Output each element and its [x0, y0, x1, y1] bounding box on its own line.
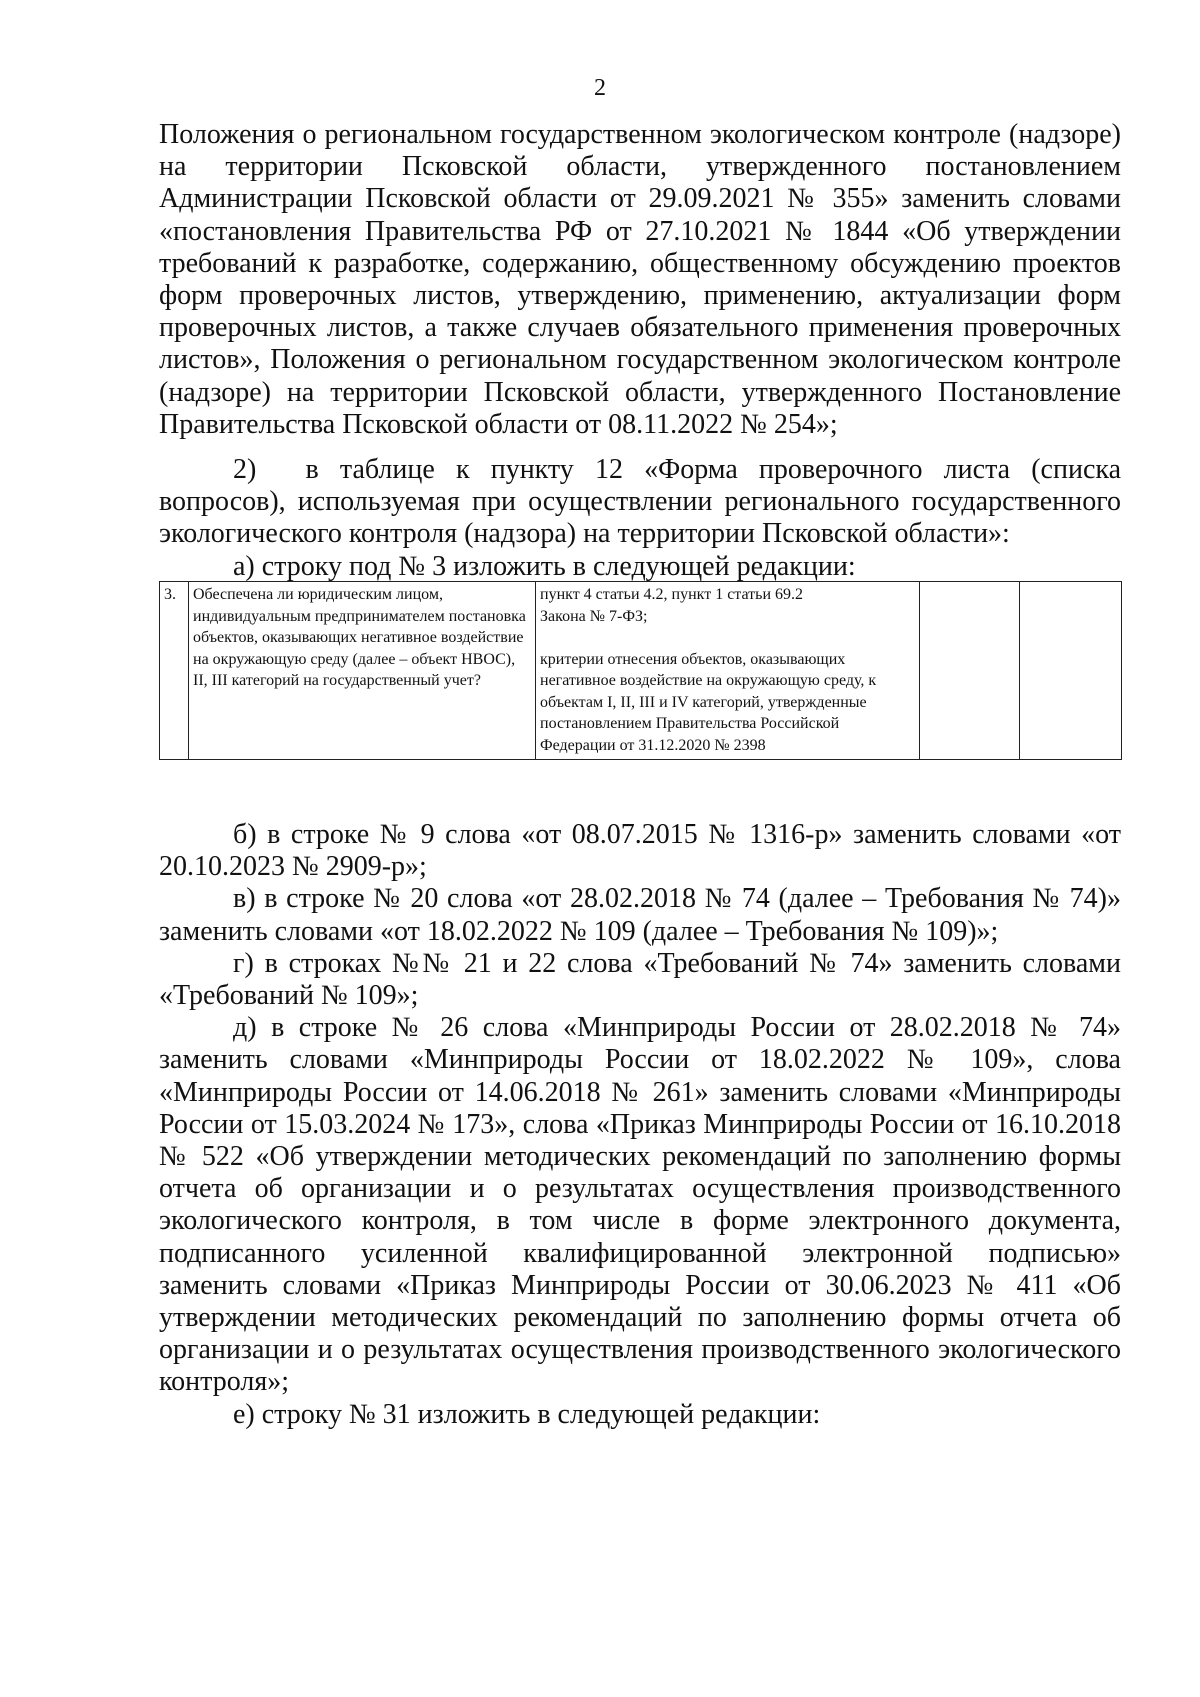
question-text: Обеспечена ли юридическим лицом, индивидуальным предпринимателем постановка объектов, оказывающих негативное воздействие на окружающую среду (далее – объект НВОС), II, III категорий на государственный учет? [193, 586, 526, 689]
bottom-text-block [159, 819, 1121, 1431]
paragraph-item-d: д) в строке № 26 слова «Минприроды России от 28.02.2018 № 74» заменить словами «Минприроды России от 18.02.2022 № 109», слова «Минприроды России от 14.06.2018 № 261» заменить словами «Минприроды России от 15.03.2024 № 173», слова «Приказ Минприроды России от 16.10.2018 № 522 «Об утверждении методических рекомендаций по заполнению формы отчета об организации и о результатах осуществления производственного экологического контроля, в том числе в форме электронного документа, подписанного усиленной квалифицированной электронной подписью» заменить словами «Приказ Минприроды России от 30.06.2023 № 411 «Об утверждении методических рекомендаций по заполнению формы отчета об организации и о результатах осуществления производственного экологического контроля»; [159, 1012, 1121, 1398]
paragraph-item-e: е) строку № 31 изложить в следующей редакции: [233, 1398, 821, 1430]
amendment-table [159, 581, 1122, 760]
paragraph-item-a: а) строку под № 3 изложить в следующей редакции: [233, 550, 856, 582]
empty-cell-5 [1020, 582, 1122, 760]
paragraph-item-b: б) в строке № 9 слова «от 08.07.2015 № 1316-р» заменить словами «от 20.10.2023 № 2909-р»; [159, 819, 1121, 883]
paragraph-continuation: Положения о региональном государственном экологическом контроле (надзоре) на территории Псковской области, утвержденного постановлением Администрации Псковской области от 29.09.2021 № 355» заменить словами «постановления Правительства РФ от 27.10.2021 № 1844 «Об утверждении требований к разработке, содержанию, общественному обсуждению проектов форм проверочных листов, утверждению, применению, актуализации форм проверочных листов, а также случаев обязательного применения проверочных листов», Положения о региональном государственном экологическом контроле (надзоре) на территории Псковской области, утвержденного Постановление Правительства Псковской области от 08.11.2022 № 254»; [159, 119, 1121, 440]
table-row [160, 582, 1122, 760]
table-intro-block [159, 454, 1121, 583]
paragraph-item-g: г) в строках №№ 21 и 22 слова «Требований № 74» заменить словами «Требований № 109»; [159, 947, 1121, 1012]
paragraph-item-2: 2) в таблице к пункту 12 «Форма проверочного листа (списка вопросов), используемая при осуществлении регионального государственного экологического контроля (надзора) на территории Псковской области»: [159, 454, 1121, 550]
paragraph-item-v: в) в строке № 20 слова «от 28.02.2018 № 74 (далее – Требования № 74)» заменить словами «от 18.02.2022 № 109 (далее – Требования № 109)»; [159, 883, 1121, 947]
reference-text: пункт 4 статьи 4.2, пункт 1 статьи 69.2 Закона № 7-ФЗ; критерии отнесения объектов, оказывающих негативное воздействие на окружающую среду, к объектам I, II, III и IV категорий, утвержденные постановлением Правительства Российской Федерации от 31.12.2020 № 2398 [540, 586, 877, 754]
row-number-cell [160, 582, 189, 760]
empty-cell-4 [920, 582, 1020, 760]
question-cell [189, 582, 536, 760]
row-number: 3. [164, 586, 176, 603]
page-number: 2 [594, 75, 606, 101]
reference-cell [536, 582, 920, 760]
top-text-block [159, 119, 1121, 441]
